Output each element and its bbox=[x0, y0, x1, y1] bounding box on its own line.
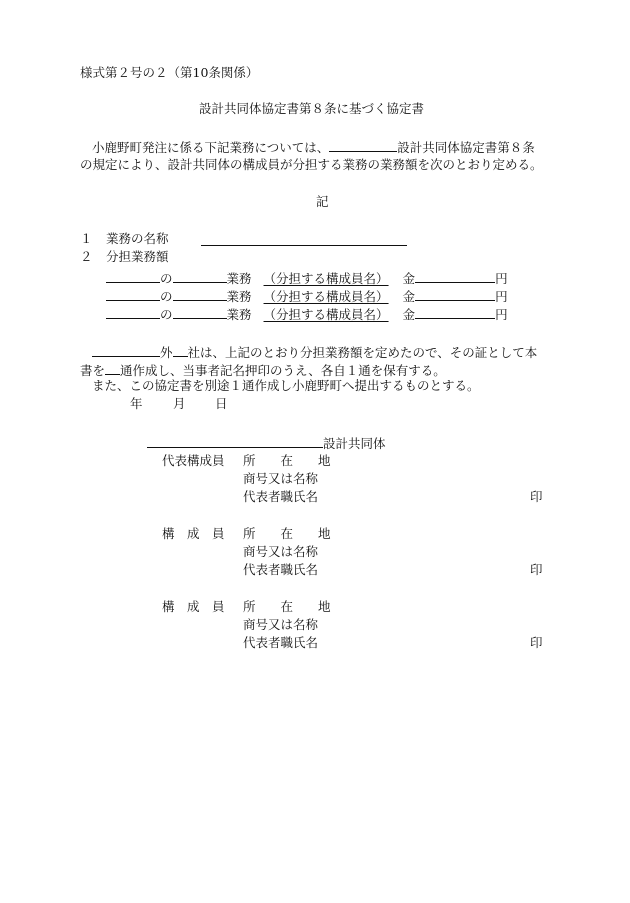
member-rep-label: 代表者職氏名 bbox=[243, 635, 319, 650]
member-address-label: 所 在 地 bbox=[243, 453, 331, 468]
seal-mark: 印 bbox=[530, 489, 543, 504]
closing-line-3: また、この協定書を別途１通作成し小鹿野町へ提出するものとする。 bbox=[92, 378, 480, 393]
member-company-label: 商号又は名称 bbox=[243, 617, 319, 632]
closing-line-2: 書を 通作成し、当事者記名押印のうえ、各自１通を保有する。 bbox=[80, 363, 446, 378]
member-role: 構 成 員 bbox=[162, 599, 225, 614]
form-id: 様式第２号の２（第10条関係） bbox=[80, 65, 259, 80]
item2-number: ２ bbox=[80, 249, 93, 264]
member-rep-label: 代表者職氏名 bbox=[243, 489, 319, 504]
blank-share-no[interactable] bbox=[106, 270, 160, 283]
blank-share-work[interactable] bbox=[173, 306, 227, 319]
share-row: の 業務 （分担する構成員名） 金 円 bbox=[106, 270, 508, 286]
blank-project-name[interactable] bbox=[201, 233, 407, 246]
closing-line-1: 外 社は、上記のとおり分担業務額を定めたので、その証として本 bbox=[92, 344, 537, 360]
member-company-label: 商号又は名称 bbox=[243, 471, 319, 486]
date-year: 年 bbox=[130, 396, 143, 411]
date-day: 日 bbox=[215, 396, 228, 411]
member-role: 代表構成員 bbox=[162, 453, 225, 468]
item2-label: 分担業務額 bbox=[106, 249, 169, 264]
blank-member-count[interactable] bbox=[92, 344, 160, 357]
blank-share-work[interactable] bbox=[173, 270, 227, 283]
blank-share-no[interactable] bbox=[106, 306, 160, 319]
blank-project[interactable] bbox=[329, 139, 397, 152]
blank-share-no[interactable] bbox=[106, 288, 160, 301]
date-month: 月 bbox=[173, 396, 186, 411]
blank-jv-name[interactable] bbox=[147, 435, 323, 448]
seal-mark: 印 bbox=[530, 635, 543, 650]
member-rep-label: 代表者職氏名 bbox=[243, 562, 319, 577]
member-role: 構 成 員 bbox=[162, 526, 225, 541]
blank-share-amount[interactable] bbox=[415, 270, 495, 283]
item1-label: 業務の名称 bbox=[106, 231, 169, 246]
ki-heading: 記 bbox=[316, 194, 329, 209]
share-row: の 業務 （分担する構成員名） 金 円 bbox=[106, 288, 508, 304]
share-member: （分担する構成員名） bbox=[263, 307, 389, 322]
seal-mark: 印 bbox=[530, 562, 543, 577]
item1-number: １ bbox=[80, 231, 93, 246]
jv-name-line: 設計共同体 bbox=[147, 435, 386, 451]
member-address-label: 所 在 地 bbox=[243, 526, 331, 541]
share-member: （分担する構成員名） bbox=[263, 271, 389, 286]
member-address-label: 所 在 地 bbox=[243, 599, 331, 614]
intro-line-1: 小鹿野町発注に係る下記業務については、 設計共同体協定書第８条 bbox=[92, 140, 535, 155]
blank-share-amount[interactable] bbox=[415, 288, 495, 301]
member-company-label: 商号又は名称 bbox=[243, 544, 319, 559]
blank-share-amount[interactable] bbox=[415, 306, 495, 319]
intro-line-2: の規定により、設計共同体の構成員が分担する業務の業務額を次のとおり定める。 bbox=[80, 157, 543, 172]
blank-copy-count[interactable] bbox=[105, 362, 120, 375]
blank-company-count[interactable] bbox=[173, 344, 188, 357]
document-title: 設計共同体協定書第８条に基づく協定書 bbox=[199, 101, 425, 116]
blank-share-work[interactable] bbox=[173, 288, 227, 301]
share-row: の 業務 （分担する構成員名） 金 円 bbox=[106, 306, 508, 322]
share-member: （分担する構成員名） bbox=[263, 289, 389, 304]
